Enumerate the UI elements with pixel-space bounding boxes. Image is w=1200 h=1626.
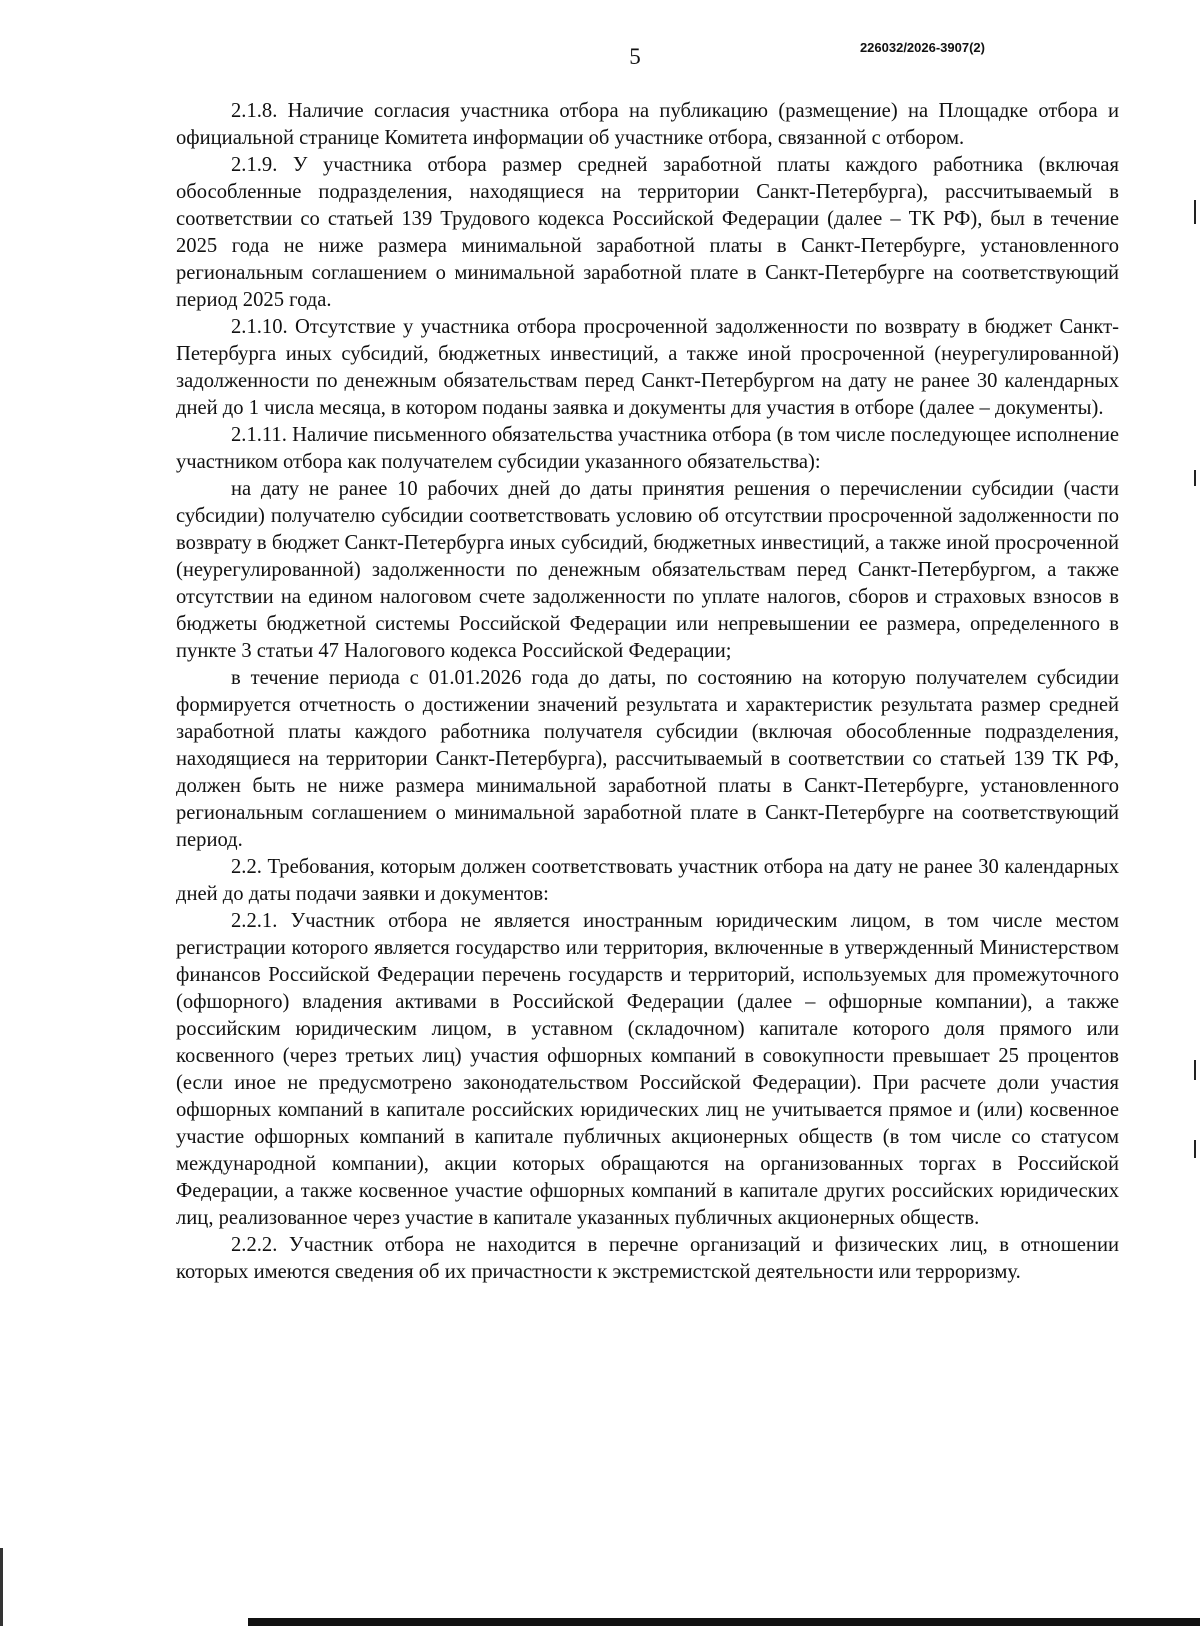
scan-edge-mark	[1194, 1140, 1196, 1158]
paragraph-2-1-9: 2.1.9. У участника отбора размер средней заработной платы каждого работника (включая обособленные подразделения, находящиеся на территории Санкт-Петербурга), рассчитываемый в соответствии со статьей 139 Трудового кодекса Российской Федерации (далее – ТК РФ), был в течение 2025 года не ниже размера минимальной заработной платы в Санкт-Петербурге, установленного региональным соглашением о минимальной заработной плате в Санкт-Петербурге на соответствующий период 2025 года.	[176, 154, 1119, 311]
paragraph-2-2-1: 2.2.1. Участник отбора не является иностранным юридическим лицом, в том числе местом регистрации которого является государство или территория, включенные в утвержденный Министерством финансов Российской Федерации перечень государств и территорий, используемых для промежуточного (офшорного) владения активами в Российской Федерации (далее – офшорные компании), а также российским юридическим лицом, в уставном (складочном) капитале которого доля прямого или косвенного (через третьих лиц) участия офшорных компаний в совокупности превышает 25 процентов (если иное не предусмотрено законодательством Российской Федерации). При расчете доли участия офшорных компаний в капитале российских юридических лиц не учитывается прямое и (или) косвенное участие офшорных компаний в капитале публичных акционерных обществ (в том числе со статусом международной компании), акции которых обращаются на организованных торгах в Российской Федерации, а также косвенное участие офшорных компаний в капитале других российских юридических лиц, реализованное через участие в капитале указанных публичных акционерных обществ.	[176, 910, 1119, 1229]
paragraph-2-1-10: 2.1.10. Отсутствие у участника отбора просроченной задолженности по возврату в бюджет Санкт-Петербурга иных субсидий, бюджетных инвестиций, а также иной просроченной (неурегулированной) задолженности по денежным обязательствам перед Санкт-Петербургом на дату не ранее 30 календарных дней до 1 числа месяца, в котором поданы заявка и документы для участия в отборе (далее – документы).	[176, 316, 1119, 419]
paragraph-2-1-8: 2.1.8. Наличие согласия участника отбора на публикацию (размещение) на Площадке отбора и официальной странице Комитета информации об участнике отбора, связанной с отбором.	[176, 100, 1119, 149]
paragraph-obligation-1: на дату не ранее 10 рабочих дней до даты принятия решения о перечислении субсидии (части субсидии) получателю субсидии соответствовать условию об отсутствии просроченной задолженности по возврату в бюджет Санкт-Петербурга иных субсидий, бюджетных инвестиций, а также иной просроченной (неурегулированной) задолженности по денежным обязательствам перед Санкт-Петербургом, а также отсутствии на едином налоговом счете задолженности по уплате налогов, сборов и страховых взносов в бюджеты бюджетной системы Российской Федерации или непревышении ее размера, определенного в пункте 3 статьи 47 Налогового кодекса Российской Федерации;	[176, 478, 1119, 662]
scan-edge-mark	[1194, 200, 1196, 224]
paragraph-2-1-11: 2.1.11. Наличие письменного обязательства участника отбора (в том числе последующее исполнение участником отбора как получателем субсидии указанного обязательства):	[176, 424, 1119, 473]
scan-edge-mark	[1194, 470, 1196, 486]
paragraph-2-2: 2.2. Требования, которым должен соответствовать участник отбора на дату не ранее 30 календарных дней до даты подачи заявки и документов:	[176, 856, 1119, 905]
scan-bottom-edge	[248, 1618, 1200, 1626]
paragraph-obligation-2: в течение периода с 01.01.2026 года до даты, по состоянию на которую получателем субсидии формируется отчетность о достижении значений результата и характеристик результата размер средней заработной платы каждого работника получателя субсидии (включая обособленные подразделения, находящиеся на территории Санкт-Петербурга), рассчитываемый в соответствии со статьей 139 ТК РФ, должен быть не ниже размера минимальной заработной платы в Санкт-Петербурге, установленного региональным соглашением о минимальной заработной плате в Санкт-Петербурге на соответствующий период.	[176, 667, 1119, 851]
scan-left-edge	[0, 1548, 3, 1626]
page-number: 5	[629, 44, 641, 69]
paragraph-2-2-2: 2.2.2. Участник отбора не находится в перечне организаций и физических лиц, в отношении которых имеются сведения об их причастности к экстремистской деятельности или терроризму.	[176, 1234, 1119, 1283]
document-body	[176, 98, 1119, 1286]
document-number: 226032/2026-3907(2)	[859, 40, 985, 55]
scan-edge-mark	[1194, 1060, 1196, 1080]
